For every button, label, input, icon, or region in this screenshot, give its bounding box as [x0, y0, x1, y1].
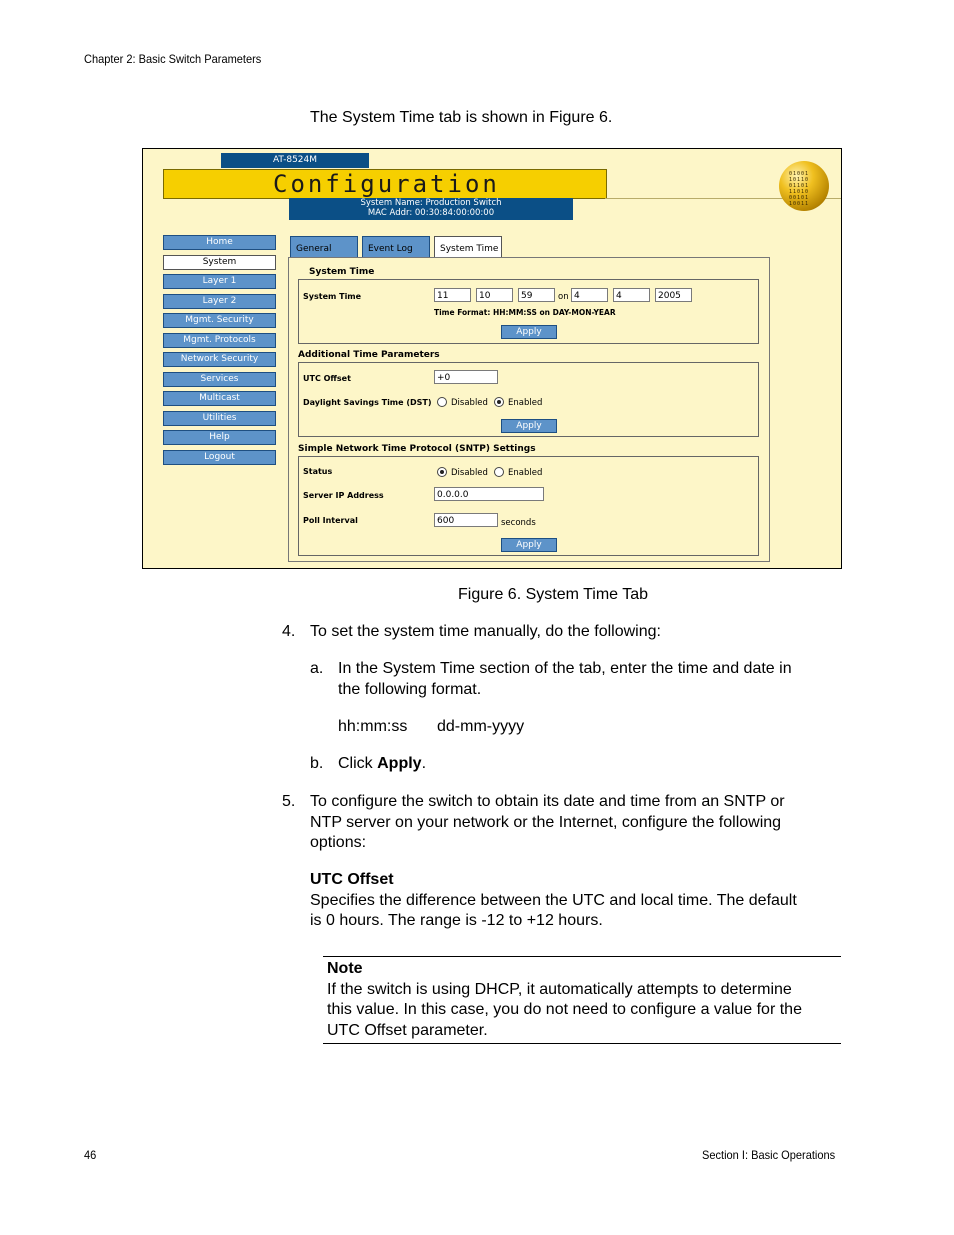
dst-label: Daylight Savings Time (DST)	[303, 398, 432, 407]
second-input[interactable]: 59	[518, 288, 555, 302]
figure-caption: Figure 6. System Time Tab	[458, 586, 648, 603]
server-ip-label: Server IP Address	[303, 491, 384, 500]
nav-multicast[interactable]: Multicast	[163, 391, 276, 406]
additional-apply-button[interactable]: Apply	[501, 419, 557, 433]
utc-offset-line-2: is 0 hours. The range is -12 to +12 hours.	[310, 912, 603, 929]
section-title-system-time: System Time	[309, 267, 375, 277]
nav-layer-1[interactable]: Layer 1	[163, 274, 276, 289]
footer-section: Section I: Basic Operations	[702, 1148, 836, 1162]
format-time: hh:mm:ss	[338, 718, 408, 735]
year-input[interactable]: 2005	[655, 288, 692, 302]
step-5-line-2: NTP server on your network or the Internet, configure the following	[310, 813, 782, 831]
page-number: 46	[84, 1148, 97, 1162]
section-title-sntp: Simple Network Time Protocol (SNTP) Settings	[298, 444, 536, 454]
nav-home[interactable]: Home	[163, 235, 276, 250]
utc-offset-line-1: Specifies the difference between the UTC and local time. The default	[310, 891, 797, 909]
step-a-line-2: the following format.	[338, 680, 482, 698]
poll-unit-label: seconds	[501, 518, 536, 528]
dst-enabled-label: Enabled	[508, 398, 543, 408]
nav-mgmt-protocols[interactable]: Mgmt. Protocols	[163, 333, 276, 348]
system-name: System Name: Production Switch	[360, 198, 502, 208]
sntp-apply-button[interactable]: Apply	[501, 538, 557, 552]
system-time-apply-button[interactable]: Apply	[501, 325, 557, 339]
step-5-text	[310, 792, 785, 854]
note-line-1: If the switch is using DHCP, it automatically attempts to determine	[327, 980, 792, 998]
step-b-suffix: .	[421, 755, 427, 772]
note-line-2: this value. In this case, you do not need to configure a value for the	[327, 1001, 802, 1018]
poll-interval-input[interactable]: 600	[434, 513, 498, 527]
chapter-header: Chapter 2: Basic Switch Parameters	[84, 52, 262, 66]
step-4-number: 4.	[282, 623, 296, 640]
sntp-section	[298, 456, 759, 556]
nav-layer-2[interactable]: Layer 2	[163, 294, 276, 309]
hour-input[interactable]: 11	[434, 288, 471, 302]
dst-enabled-radio[interactable]	[494, 397, 504, 407]
nav-system[interactable]: System	[163, 255, 276, 270]
mac-address: MAC Addr: 00:30:84:00:00:00	[367, 208, 495, 218]
note-block	[327, 959, 802, 1041]
time-format-hint: Time Format: HH:MM:SS on DAY-MON-YEAR	[434, 308, 616, 317]
sntp-disabled-radio[interactable]	[437, 467, 447, 477]
step-b-text	[338, 754, 426, 775]
sntp-enabled-radio[interactable]	[494, 467, 504, 477]
utc-offset-label: UTC Offset	[303, 374, 351, 383]
nav-logout[interactable]: Logout	[163, 450, 276, 465]
format-date: dd-mm-yyyy	[437, 718, 525, 735]
nav-services[interactable]: Services	[163, 372, 276, 387]
intro-text: The System Time tab is shown in Figure 6.	[310, 109, 613, 126]
step-5-line-1: To configure the switch to obtain its date and time from an SNTP or	[310, 793, 785, 810]
tab-system-time[interactable]: System Time	[434, 236, 502, 258]
sntp-status-label: Status	[303, 467, 333, 476]
nav-network-security[interactable]: Network Security	[163, 352, 276, 367]
system-info-bar	[289, 198, 573, 220]
utc-offset-input[interactable]: +0	[434, 370, 498, 384]
nav-mgmt-security[interactable]: Mgmt. Security	[163, 313, 276, 328]
nav-utilities[interactable]: Utilities	[163, 411, 276, 426]
note-line-3: UTC Offset parameter.	[327, 1021, 488, 1039]
additional-time-section	[298, 362, 759, 437]
utc-offset-block	[310, 870, 797, 932]
page-title: Configuration	[273, 170, 500, 198]
system-time-section	[298, 279, 759, 344]
minute-input[interactable]: 10	[476, 288, 513, 302]
step-b-apply: Apply	[377, 755, 422, 772]
sntp-enabled-label: Enabled	[508, 468, 543, 478]
figure-screenshot	[142, 148, 842, 569]
section-title-additional: Additional Time Parameters	[298, 350, 440, 360]
step-a-text	[338, 659, 792, 700]
day-input[interactable]: 4	[571, 288, 608, 302]
step-5-line-3: options:	[310, 834, 367, 851]
sntp-disabled-label: Disabled	[451, 468, 488, 478]
dst-disabled-label: Disabled	[451, 398, 488, 408]
step-5-number: 5.	[282, 793, 296, 810]
model-label: AT-8524M	[221, 153, 369, 168]
dst-disabled-radio[interactable]	[437, 397, 447, 407]
system-time-panel	[288, 257, 770, 562]
step-a-line-1: In the System Time section of the tab, enter the time and date in	[338, 660, 792, 677]
poll-interval-label: Poll Interval	[303, 516, 358, 525]
tab-general[interactable]: General	[290, 236, 358, 257]
step-4-text: To set the system time manually, do the following:	[310, 623, 661, 640]
nav-help[interactable]: Help	[163, 430, 276, 445]
system-time-label: System Time	[303, 292, 362, 301]
step-a-number: a.	[310, 660, 324, 677]
step-b-prefix: Click	[338, 755, 378, 772]
server-ip-input[interactable]: 0.0.0.0	[434, 487, 544, 501]
tab-event-log[interactable]: Event Log	[362, 236, 430, 257]
globe-digits: 01001 10110 01101 11010 00101 10011	[789, 171, 810, 207]
month-input[interactable]: 4	[613, 288, 650, 302]
utc-offset-heading: UTC Offset	[310, 871, 394, 888]
step-b-number: b.	[310, 755, 324, 772]
note-heading: Note	[327, 960, 363, 977]
on-label: on	[558, 292, 569, 302]
